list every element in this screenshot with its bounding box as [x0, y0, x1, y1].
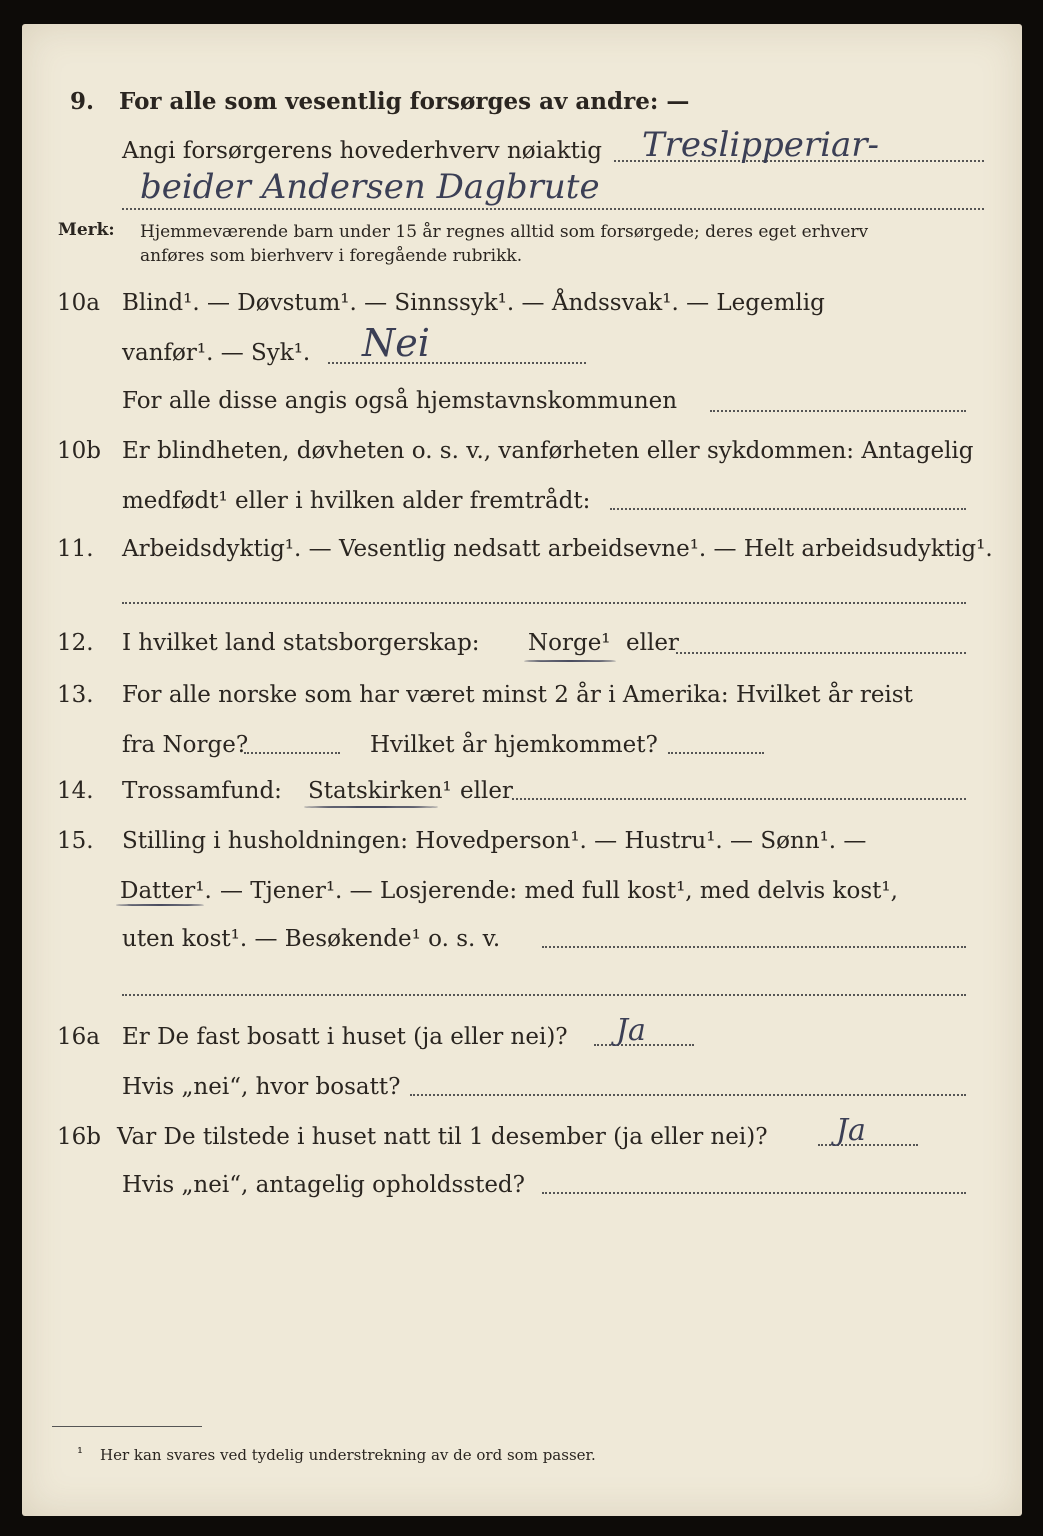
q14-handwritten-underline	[304, 806, 438, 808]
q15-handwritten-underline	[116, 904, 204, 906]
q15-line-3: uten kost¹. — Besøkende¹ o. s. v.	[122, 926, 501, 952]
q10b-line-2: medfødt¹ eller i hvilken alder fremtrådt:	[122, 488, 591, 514]
merk-line-2: anføres som bierhverv i foregående rubrikk.	[140, 246, 523, 266]
q11-answer-line	[122, 602, 966, 604]
q10a-line-1: Blind¹. — Døvstum¹. — Sinnssyk¹. — Åndssvak¹. — Legemlig	[122, 290, 825, 316]
q10a-number: 10a	[57, 290, 100, 316]
q10a-line-3: For alle disse angis også hjemstavnskommunen	[122, 388, 678, 414]
q9-answer-line-2	[122, 208, 984, 210]
q12-text-a: I hvilket land statsborgerskap:	[122, 630, 480, 656]
footnote-text: Her kan svares ved tydelig understrekning av de ord som passer.	[100, 1446, 596, 1464]
q12-option-norge: Norge¹	[528, 630, 611, 656]
q15-answer-line-2	[122, 994, 966, 996]
q10b-line-1: Er blindheten, døvheten o. s. v., vanførheten eller sykdommen: Antagelig	[122, 438, 974, 464]
q13-line-2b: Hvilket år hjemkommet?	[370, 732, 658, 758]
q16b-line-2: Hvis „nei“, antagelig opholdssted?	[122, 1172, 525, 1198]
q9-handwritten-answer-1: Treslipperiar-	[642, 125, 880, 165]
q12-handwritten-underline	[524, 660, 616, 662]
q16b-line-1: Var De tilstede i huset natt til 1 desember (ja eller nei)?	[117, 1124, 768, 1150]
q11-line-1: Arbeidsdyktig¹. — Vesentlig nedsatt arbeidsevne¹. — Helt arbeidsudyktig¹.	[122, 536, 993, 562]
q11-number: 11.	[57, 536, 94, 562]
footnote-rule	[52, 1426, 202, 1427]
q13-emigration-year-line	[244, 752, 340, 754]
q10b-answer-line	[610, 508, 966, 510]
merk-line-1: Hjemmeværende barn under 15 år regnes alltid som forsørgede; deres eget erhverv	[140, 222, 869, 242]
q14-option-statskirken: Statskirken¹	[308, 778, 452, 804]
q13-line-2a: fra Norge?	[122, 732, 249, 758]
q14-text-a: Trossamfund:	[122, 778, 282, 804]
q16b-answer-line	[818, 1144, 918, 1146]
footnote-mark: ¹	[77, 1444, 84, 1462]
q15-number: 15.	[57, 828, 94, 854]
q10b-number: 10b	[57, 438, 101, 464]
q16a-line-1: Er De fast bosatt i huset (ja eller nei)?	[122, 1024, 568, 1050]
q16a-residence-line	[410, 1094, 966, 1096]
q13-number: 13.	[57, 682, 94, 708]
q16b-whereabouts-line	[542, 1192, 966, 1194]
q14-number: 14.	[57, 778, 94, 804]
q13-line-1: For alle norske som har været minst 2 år i Amerika: Hvilket år reist	[122, 682, 913, 708]
q10a-hometown-line	[710, 410, 966, 412]
q9-label: Angi forsørgerens hovederhverv nøiaktig	[122, 138, 602, 164]
q15-option-datter: Datter¹.	[120, 878, 212, 904]
q16a-line-2: Hvis „nei“, hvor bosatt?	[122, 1074, 401, 1100]
merk-label: Merk:	[58, 220, 115, 240]
q16b-handwritten-answer: Ja	[836, 1113, 866, 1148]
q9-number: 9.	[70, 88, 95, 115]
q16a-handwritten-answer: Ja	[616, 1013, 646, 1048]
q9-heading: For alle som vesentlig forsørges av andre: —	[119, 88, 690, 115]
q10a-handwritten-answer: Nei	[362, 321, 430, 365]
q9-handwritten-answer-2: beider Andersen Dagbrute	[140, 167, 600, 207]
q15-answer-line-1	[542, 946, 966, 948]
q14-text-c: eller	[460, 778, 513, 804]
q15-line-1: Stilling i husholdningen: Hovedperson¹. — Hustru¹. — Sønn¹. —	[122, 828, 867, 854]
q16b-number: 16b	[57, 1124, 101, 1150]
census-form-page	[22, 24, 1022, 1516]
q10a-line-2: vanfør¹. — Syk¹.	[122, 340, 311, 366]
q14-answer-line	[512, 798, 966, 800]
q13-return-year-line	[668, 752, 764, 754]
q12-text-c: eller	[626, 630, 679, 656]
q12-answer-line	[676, 652, 966, 654]
q16a-number: 16a	[57, 1024, 100, 1050]
q15-line-2: — Tjener¹. — Losjerende: med full kost¹, med delvis kost¹,	[220, 878, 898, 904]
q12-number: 12.	[57, 630, 94, 656]
